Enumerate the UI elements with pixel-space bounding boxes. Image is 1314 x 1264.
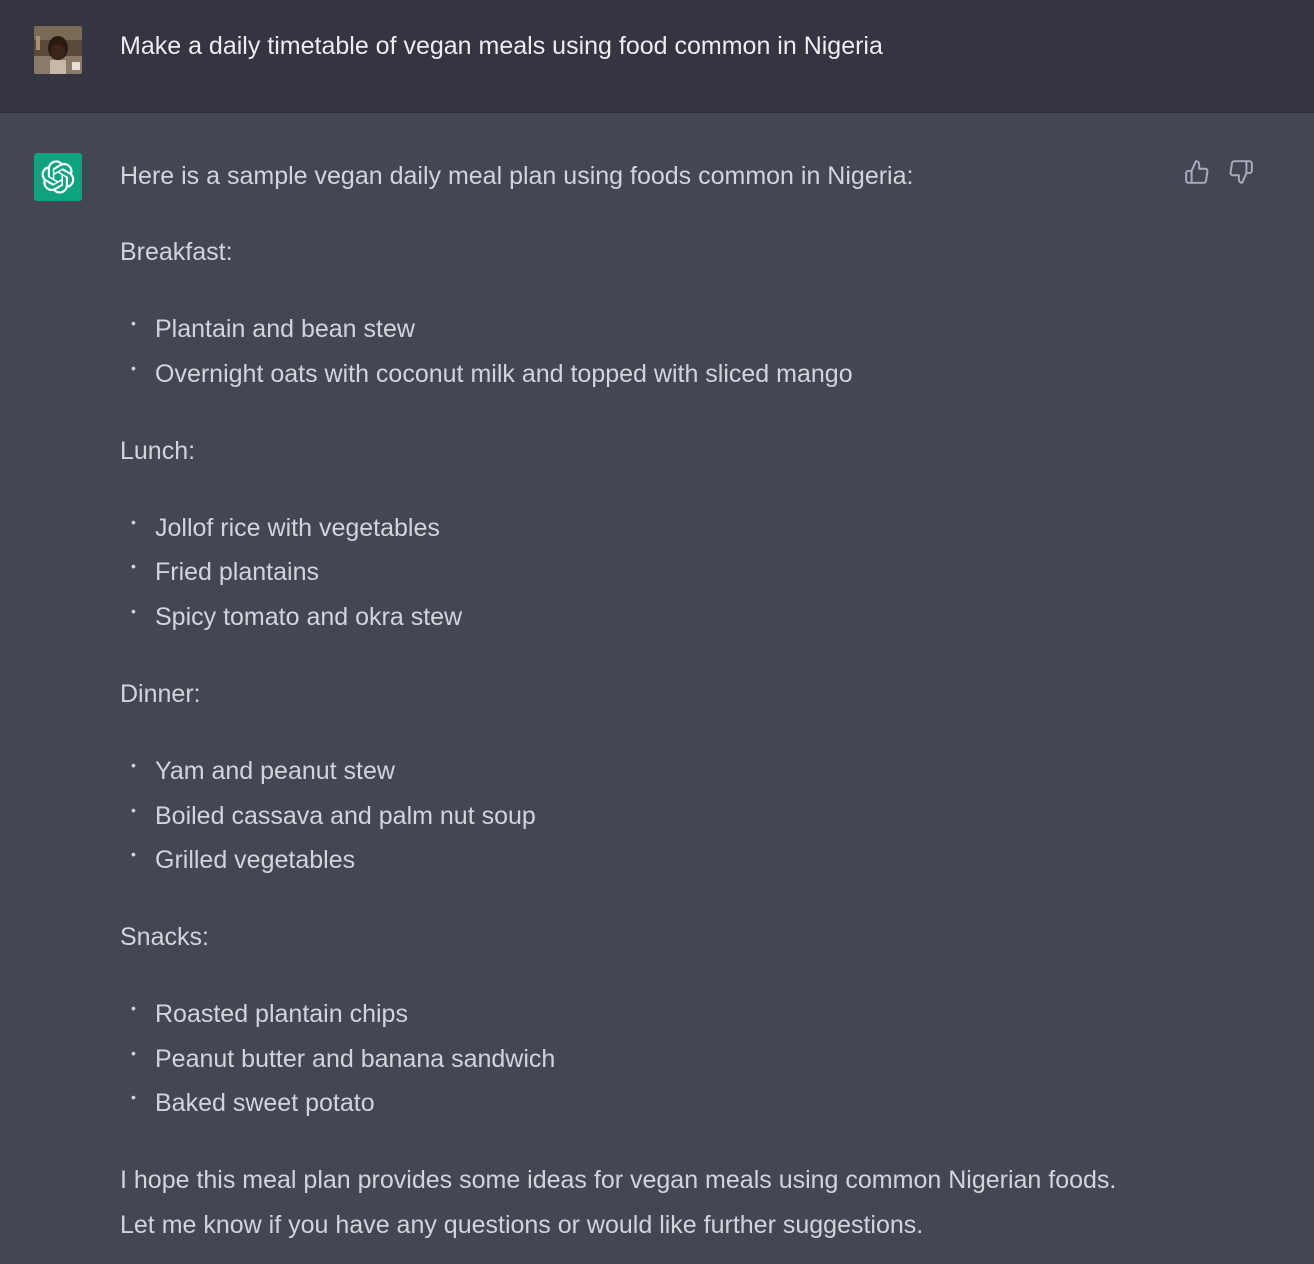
- bullet-icon: •: [131, 1000, 136, 1016]
- bullet-icon: •: [131, 846, 136, 862]
- user-photo-icon: [34, 26, 82, 74]
- bullet-icon: •: [131, 514, 136, 530]
- user-message-row: [0, 0, 1314, 113]
- section-heading-dinner: Dinner:: [120, 680, 201, 708]
- user-message-text: Make a daily timetable of vegan meals using food common in Nigeria: [120, 32, 883, 60]
- assistant-avatar: [34, 153, 82, 201]
- assistant-intro: Here is a sample vegan daily meal plan using foods common in Nigeria:: [120, 162, 914, 190]
- assistant-message-row: Here is a sample vegan daily meal plan using foods common in Nigeria: Breakfast: • Plantain and bean stew • Overnight oats with coconut milk and topped with sliced mango Lunch: • Jollof rice with vegetables • Fried plantains • Spicy tomato and okra stew Dinner: • Yam and peanut stew • Boiled cassava and palm nut soup • Grilled vegetables Snacks: • Roasted plantain chips • Peanut butter and banana sandwich • Baked sweet potato I hope this meal plan provides some ideas for vegan meals using common Nigerian foods. Let me know if you have any questions or would like further suggestions.: [0, 113, 1314, 1264]
- bullet-icon: •: [131, 315, 136, 331]
- openai-logo-icon: [41, 160, 75, 194]
- thumbs-down-button[interactable]: [1226, 157, 1256, 187]
- user-avatar: [34, 26, 82, 74]
- bullet-icon: •: [131, 603, 136, 619]
- bullet-icon: •: [131, 757, 136, 773]
- closing-text-line-1: I hope this meal plan provides some ideas for vegan meals using common Nigerian foods.: [120, 1166, 1117, 1194]
- bullet-icon: •: [131, 1045, 136, 1061]
- section-heading-lunch: Lunch:: [120, 437, 196, 465]
- bullet-icon: •: [131, 360, 136, 376]
- thumbs-up-button[interactable]: [1182, 157, 1212, 187]
- thumbs-up-icon: [1184, 159, 1210, 185]
- thumbs-down-icon: [1228, 159, 1254, 185]
- section-heading-snacks: Snacks:: [120, 923, 209, 951]
- bullet-icon: •: [131, 802, 136, 818]
- section-heading-breakfast: Breakfast:: [120, 238, 233, 266]
- bullet-icon: •: [131, 558, 136, 574]
- closing-text-line-2: Let me know if you have any questions or would like further suggestions.: [120, 1211, 924, 1239]
- bullet-icon: •: [131, 1089, 136, 1105]
